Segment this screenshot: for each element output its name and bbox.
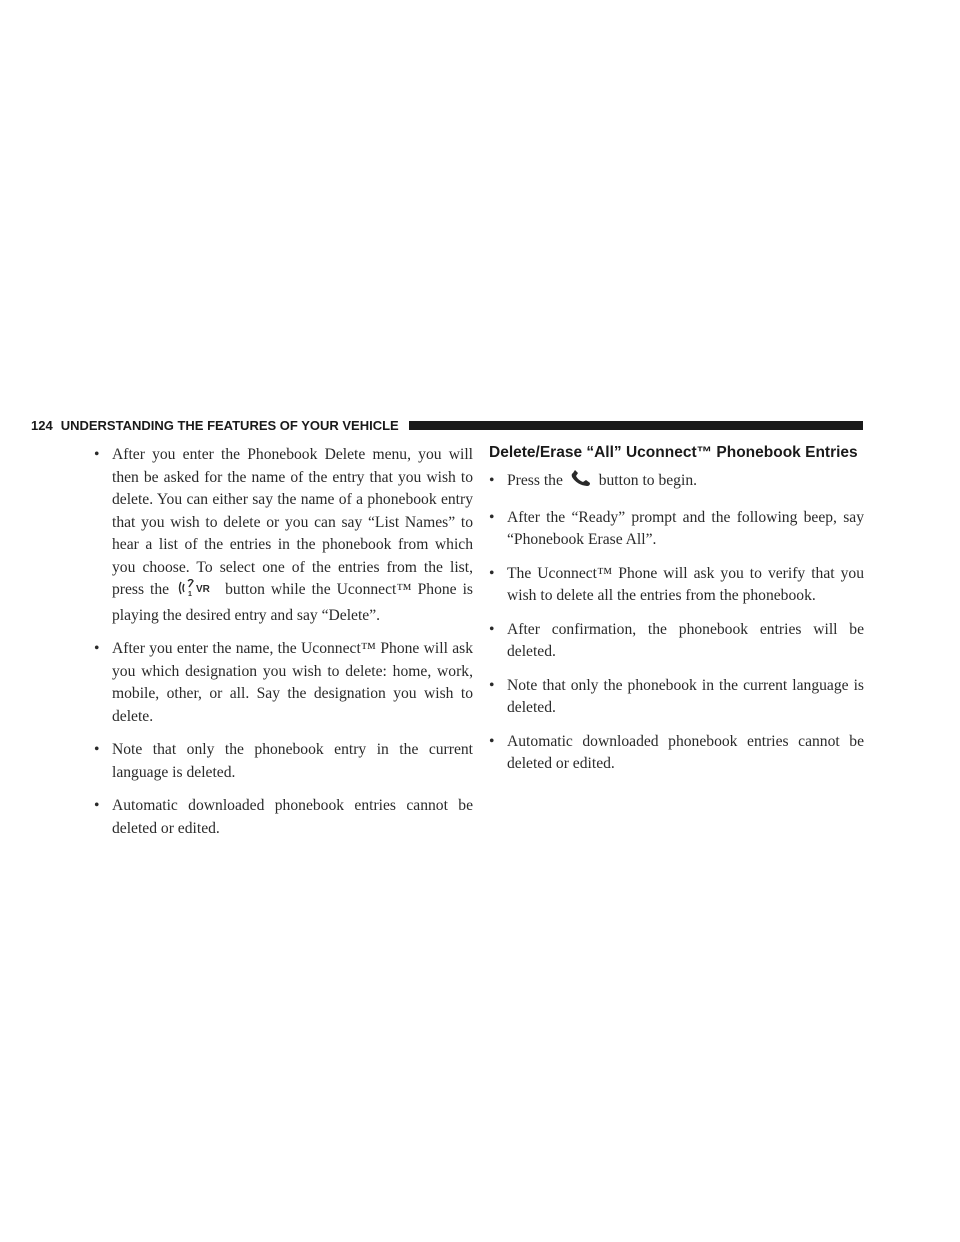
list-item (94, 444, 473, 627)
left-column (94, 444, 473, 851)
page-header (31, 417, 863, 433)
list-item: • Note that only the phonebook entry in the current language is deleted. (94, 739, 473, 784)
svg-text:VR: VR (196, 584, 210, 595)
left-bullet-list (94, 444, 473, 840)
section-title: UNDERSTANDING THE FEATURES OF YOUR VEHICLE (60, 417, 399, 433)
voice-recognition-icon (178, 579, 216, 605)
page-number: 124 (31, 417, 53, 433)
list-item: • After confirmation, the phonebook entries will be deleted. (489, 619, 864, 664)
svg-text:1: 1 (188, 591, 192, 597)
list-item: • The Uconnect™ Phone will ask you to verify that you wish to delete all the entries from the phonebook. (489, 563, 864, 608)
subsection-heading: Delete/Erase “All” Uconnect™ Phonebook Entries (489, 444, 858, 461)
list-item: • After you enter the name, the Uconnect™ Phone will ask you which designation you wish to delete: home, work, mobile, other, or all. Say the designation you wish to delete. (94, 638, 473, 728)
right-column (489, 444, 864, 787)
header-rule (409, 421, 863, 430)
item-text-after-icon: button while the Uconnect™ Phone is playing the desired entry and say “Delete”. (112, 581, 473, 624)
list-item (489, 470, 864, 496)
item-text-after-icon: button to begin. (598, 472, 698, 489)
list-item: • Note that only the phonebook in the current language is deleted. (489, 675, 864, 720)
list-item: • After the “Ready” prompt and the following beep, say “Phonebook Erase All”. (489, 507, 864, 552)
list-item: • Automatic downloaded phonebook entries cannot be deleted or edited. (94, 795, 473, 840)
item-text-before-icon: Press the (507, 472, 563, 489)
item-text-before-icon: After you enter the Phonebook Delete menu, you will then be asked for the name of the entry that you wish to delete. You can either say the name of a phonebook entry that you wish to delete or you can say “List Names” to hear a list of the entries in the phonebook from which you choose. To select one of the entries from the list, press the (112, 446, 473, 598)
right-bullet-list (489, 470, 864, 776)
list-item: • Automatic downloaded phonebook entries cannot be deleted or edited. (489, 731, 864, 776)
phone-icon (570, 470, 592, 496)
